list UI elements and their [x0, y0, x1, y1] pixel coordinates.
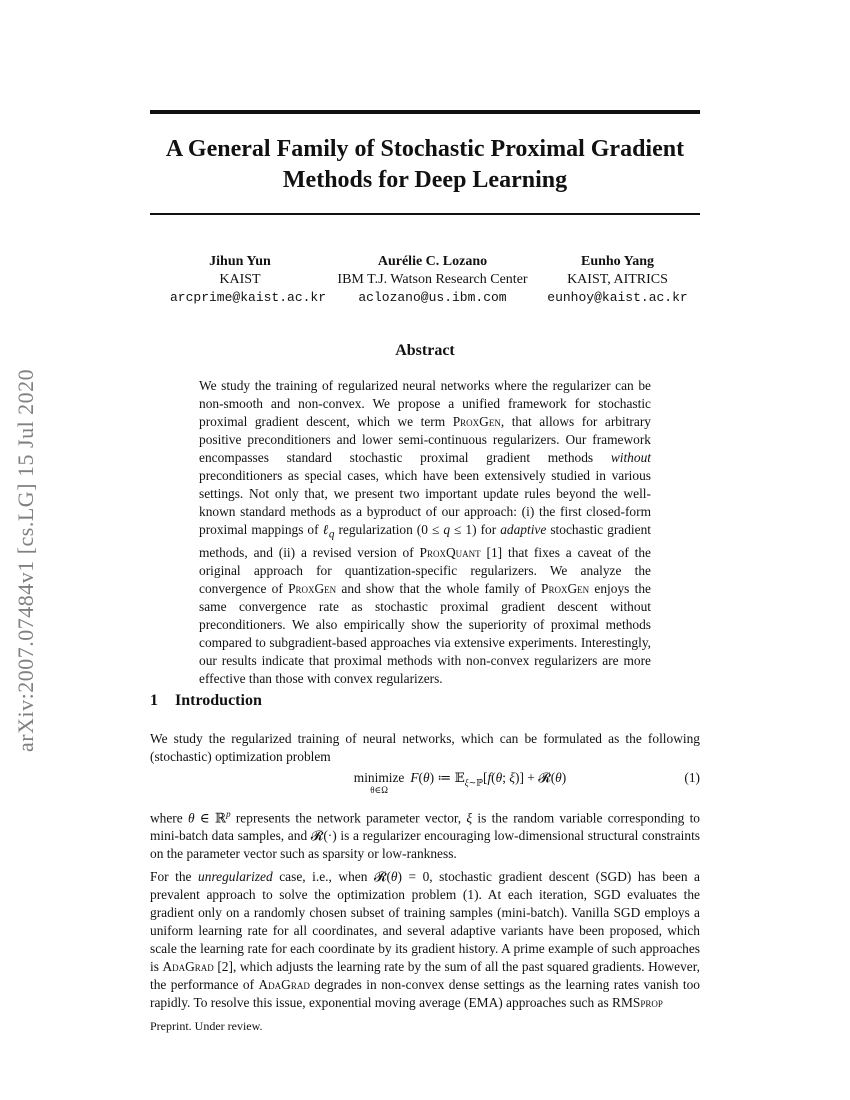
intro-paragraph-1: We study the regularized training of neural networks, which can be formulated as the following (stochastic) optimization problem — [150, 731, 700, 764]
author-name: Jihun Yun — [209, 254, 271, 269]
section-number: 1 — [150, 692, 158, 709]
author-affiliation: KAIST, AITRICS — [567, 272, 668, 287]
author-block-3 — [545, 253, 690, 307]
author-name: Aurélie C. Lozano — [377, 254, 488, 269]
equation-number: (1) — [684, 770, 700, 785]
author-email: aclozano@us.ibm.com — [358, 290, 507, 305]
intro-paragraph-3: For the unregularized case, i.e., when 𝓡(θ) = 0, stochastic gradient descent (SGD) has been a prevalent approach to solve the optimization problem (1). At each iteration, SGD evaluates the gradient only on a randomly chosen subset of training samples (mini-batch). Vanilla SGD employs a uniform learning rate for all coordinates, and several adaptive variants have been proposed, which scale the learning rate for each coordinate by its gradient history. A prime example of such approaches is AdaGrad [2], which adjusts the learning rate by the sum of all the past squared gradients. However, the performance of AdaGrad degrades in non-convex dense settings as the learning rates vanish too rapidly. To resolve this issue, exponential moving average (EMA) approaches such as RMSprop — [150, 869, 701, 1010]
equation-1 — [150, 770, 700, 800]
author-email: eunhoy@kaist.ac.kr — [547, 290, 688, 305]
title-top-rule — [150, 110, 700, 114]
abstract-heading: Abstract — [395, 342, 455, 359]
title-bottom-rule — [150, 213, 700, 215]
equation-body: minimize θ∈Ω F(θ) ≔ 𝔼$_{\xi\sim ℙ}$[f(θ; ξ)] + 𝓡(θ) — [353, 770, 567, 795]
equation-operator: minimize θ∈Ω — [353, 770, 405, 795]
section-heading — [150, 692, 262, 710]
author-email: arcprime@kaist.ac.kr — [170, 290, 327, 305]
abstract-body: We study the training of regularized neural networks where the regularizer can be non-smooth and non-convex. We propose a unified framework for stochastic proximal gradient descent, which we term ProxGen, that allows for arbitrary positive preconditioners and lower semi-continuous regularizers. Our framework encompasses standard stochastic proximal gradient methods without preconditioners as special cases, which have been extensively studied in various settings. Not only that, we present two important update rules beyond the well-known standard methods as a byproduct of our approach: (i) the first closed-form proximal mappings of ℓ$_q$ regularization (0 ≤ q ≤ 1) for adaptive stochastic gradient methods, and (ii) a revised version of ProxQuant [1] that fixes a caveat of the original approach for quantization-specific regularizers. We analyze the convergence of ProxGen and show that the whole family of ProxGen enjoys the same convergence rate as stochastic proximal gradient descent without preconditioners. We also empirically show the superiority of proximal methods compared to subgradient-based approaches via extensive experiments. Interestingly, our results indicate that proximal methods with non-convex regularizers are more effective than those with convex regularizers. — [199, 378, 652, 686]
author-block-2 — [325, 253, 540, 307]
footer-note: Preprint. Under review. — [150, 1019, 263, 1033]
author-affiliation: KAIST — [219, 272, 261, 287]
author-name: Eunho Yang — [580, 254, 655, 269]
author-block-1 — [170, 253, 327, 307]
intro-paragraph-2: where θ ∈ ℝ$^p$ represents the network parameter vector, ξ is the random variable corresponding to mini-batch data samples, and 𝓡(·) is a regularizer encouraging low-dimensional structural constraints on the parameter vector such as sparsity or low-rankness. — [150, 809, 700, 862]
author-affiliation: IBM T.J. Watson Research Center — [337, 272, 528, 287]
arxiv-identifier: arXiv:2007.07484v1 [cs.LG] 15 Jul 2020 — [13, 368, 38, 752]
paper-title: A General Family of Stochastic Proximal Gradient Methods for Deep Learning — [165, 136, 685, 193]
section-title: Introduction — [175, 692, 262, 709]
